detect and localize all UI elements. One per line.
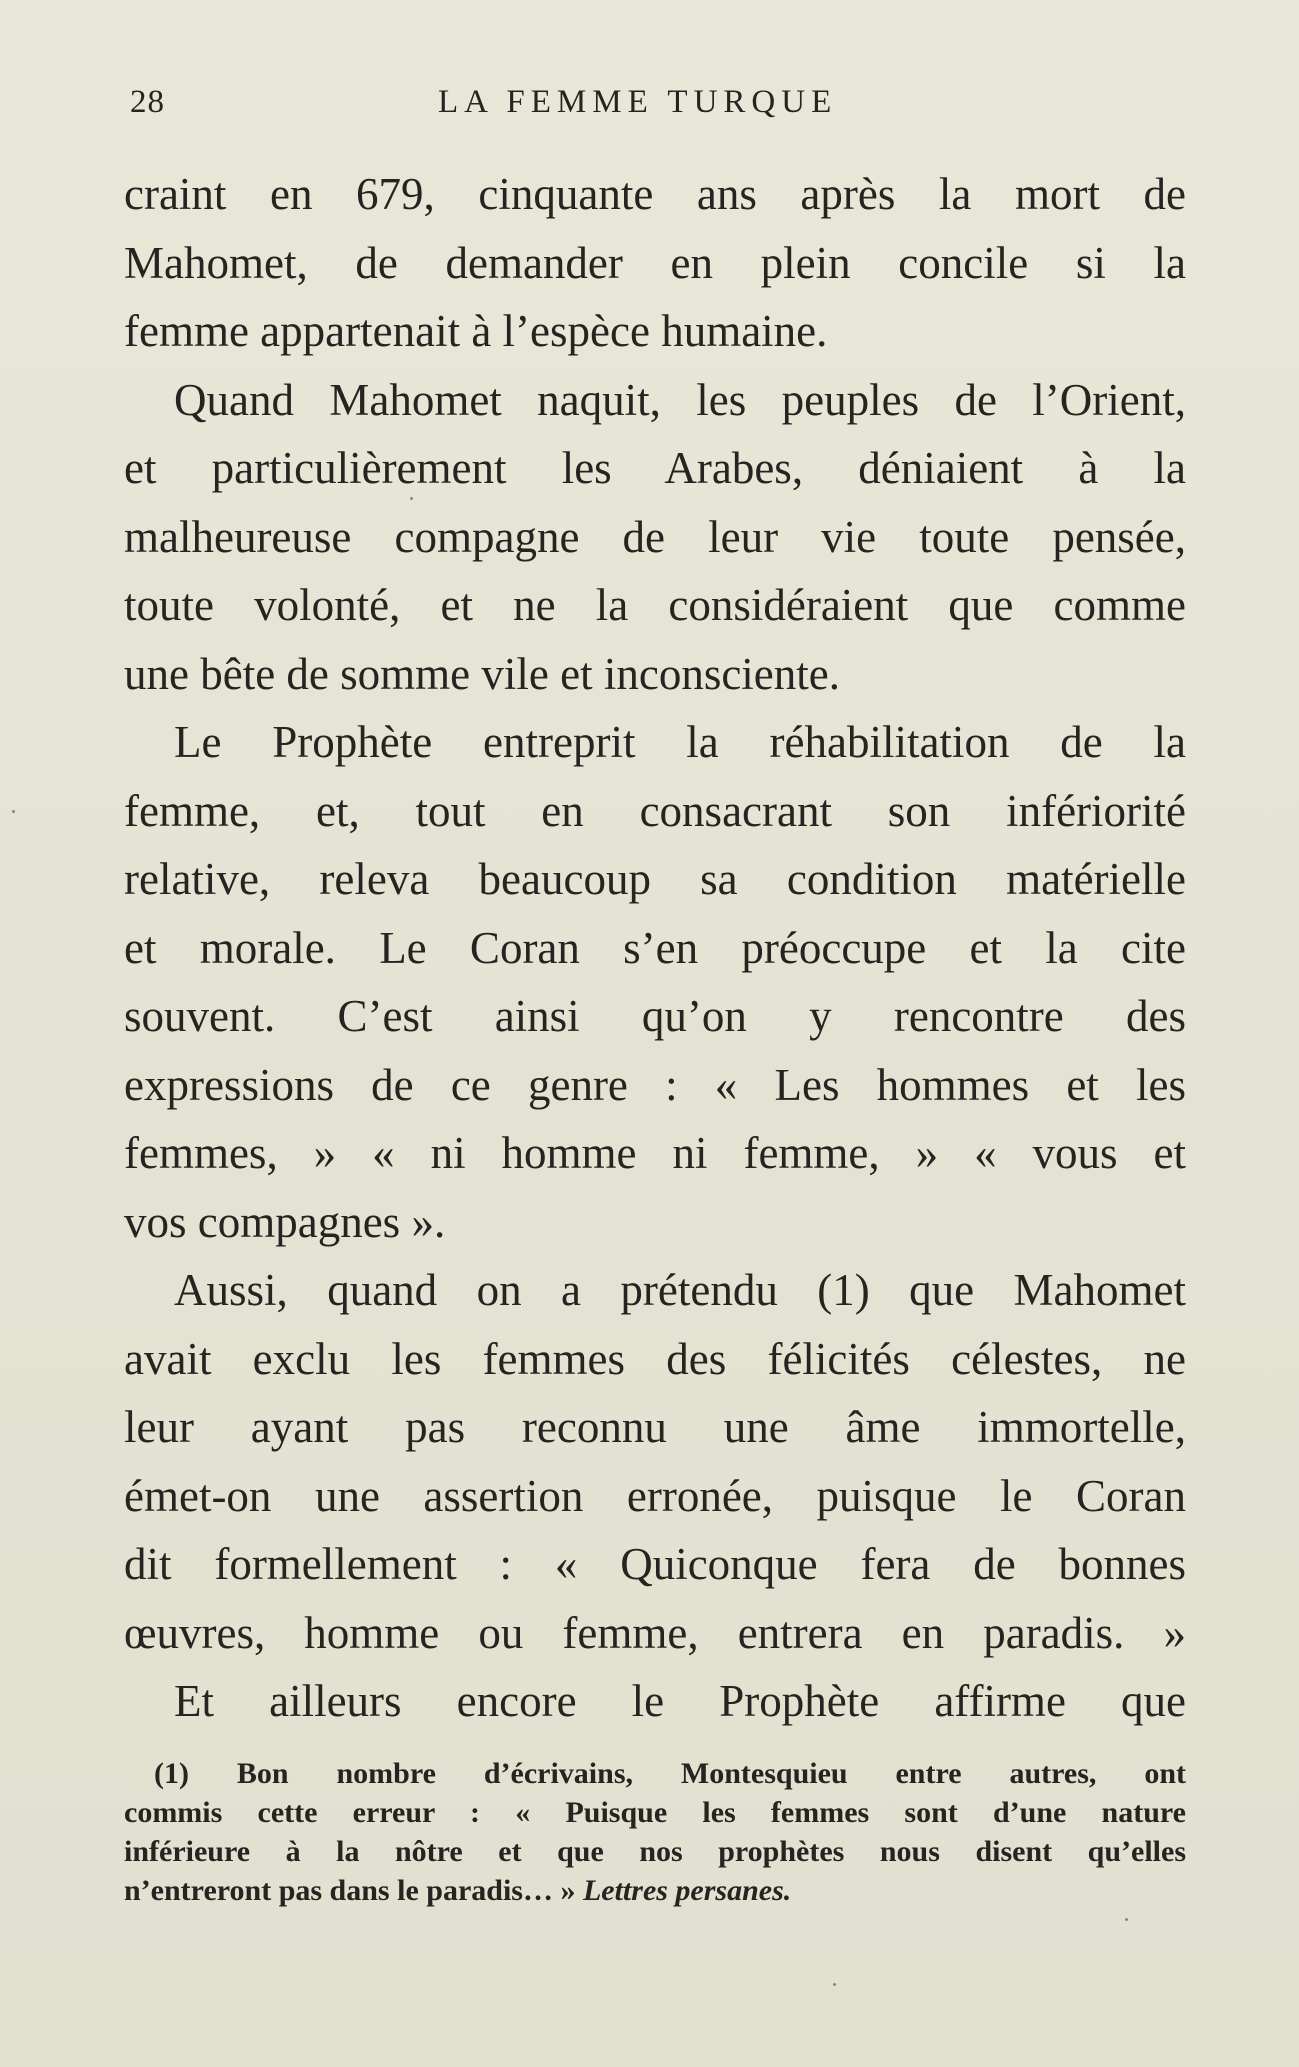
text-line: femme appartenait à l’espèce humaine. xyxy=(124,306,828,356)
footnote-quote-end: n’entreront pas dans le paradis… » xyxy=(124,1874,576,1907)
text-line: souvent. C’est ainsi qu’on y rencontre des xyxy=(124,991,1186,1041)
text-line: malheureuse compagne de leur vie toute pensée, xyxy=(124,511,1186,562)
text-line: femmes, » « ni homme ni femme, » « vous et xyxy=(124,1128,1186,1178)
paragraph-first-line: Et ailleurs encore le Prophète affirme que xyxy=(174,1676,1186,1726)
footnote-line: commis cette erreur : « Puisque les femmes sont d’une nature xyxy=(124,1796,1186,1829)
page-number: 28 xyxy=(130,84,165,120)
paragraph-first-line: Aussi, quand on a prétendu (1) que Mahomet xyxy=(174,1265,1186,1315)
text-line: toute volonté, et ne la considéraient que comme xyxy=(124,580,1186,630)
text-line: œuvres, homme ou femme, entrera en paradis. » xyxy=(124,1607,1186,1658)
running-title: LA FEMME TURQUE xyxy=(438,84,838,120)
text-line: femme, et, tout en consacrant son infériorité xyxy=(124,785,1186,836)
text-line: émet-on une assertion erronée, puisque le Coran xyxy=(124,1470,1186,1521)
text-line: relative, releva beaucoup sa condition matérielle xyxy=(124,854,1186,904)
footnote-line: (1) Bon nombre d’écrivains, Montesquieu entre autres, ont xyxy=(154,1757,1186,1790)
text-line: expressions de ce genre : « Les hommes et les xyxy=(124,1059,1186,1110)
body-text xyxy=(124,160,1186,1736)
paragraph-first-line: Quand Mahomet naquit, les peuples de l’Orient, xyxy=(174,374,1186,425)
text-line: leur ayant pas reconnu une âme immortelle, xyxy=(124,1402,1186,1452)
text-line: craint en 679, cinquante ans après la mort de xyxy=(124,169,1186,219)
text-line: et particulièrement les Arabes, déniaient à la xyxy=(124,443,1186,493)
text-line: avait exclu les femmes des félicités célestes, ne xyxy=(124,1333,1186,1384)
footnote-line xyxy=(124,1871,1186,1910)
paper-speck xyxy=(12,810,15,813)
paper-speck xyxy=(1125,1918,1128,1921)
footnote xyxy=(124,1754,1186,1910)
text-line: et morale. Le Coran s’en préoccupe et la cite xyxy=(124,922,1186,973)
text-line: vos compagnes ». xyxy=(124,1196,446,1247)
footnote-line: inférieure à la nôtre et que nos prophètes nous disent qu’elles xyxy=(124,1835,1186,1868)
paragraph-first-line: Le Prophète entreprit la réhabilitation de la xyxy=(174,717,1186,767)
footnote-source-title: Lettres persanes. xyxy=(582,1874,792,1907)
running-head xyxy=(128,84,1188,124)
text-line: une bête de somme vile et inconsciente. xyxy=(124,648,841,699)
paper-speck xyxy=(833,1983,836,1986)
text-line: dit formellement : « Quiconque fera de bonnes xyxy=(124,1539,1186,1589)
text-line: Mahomet, de demander en plein concile si la xyxy=(124,237,1186,288)
paper-speck xyxy=(410,497,413,500)
